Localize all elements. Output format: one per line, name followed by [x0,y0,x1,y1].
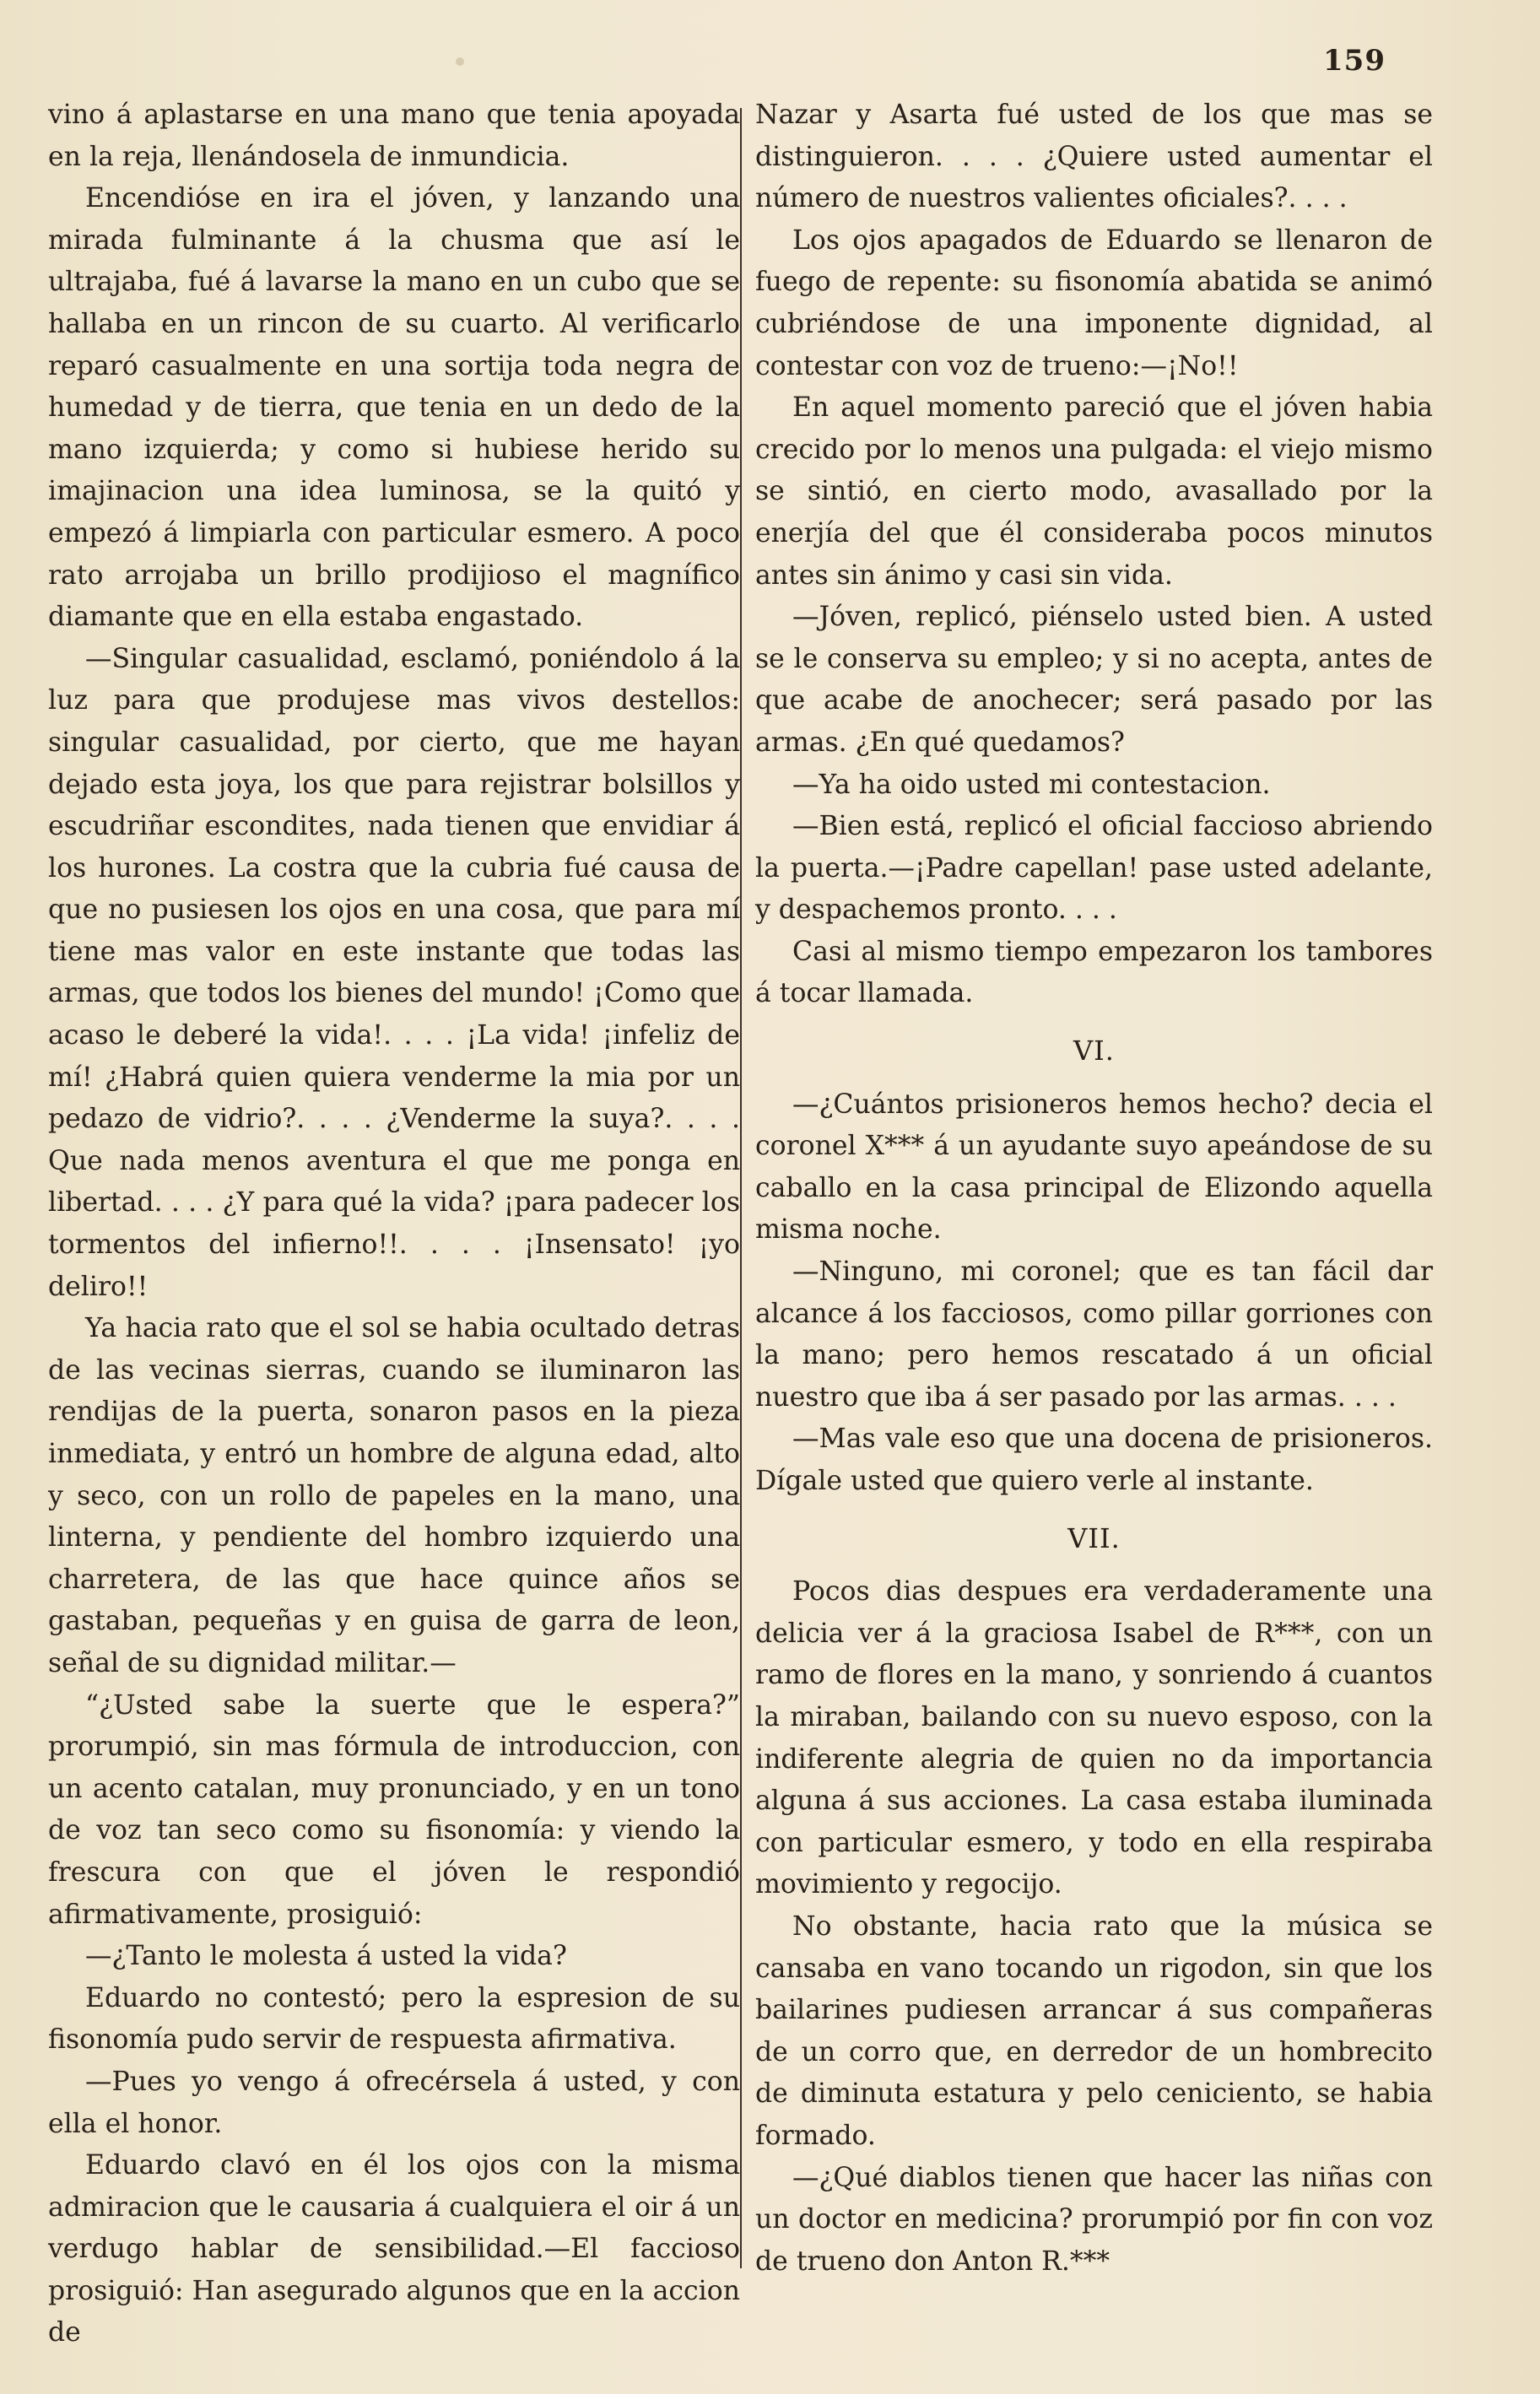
paragraph: Eduardo clavó en él los ojos con la misma admiracion que le causaria á cualquiera el oir á un verdugo hablar de sensibilidad.—El faccioso prosiguió: Han asegurado algunos que en la accion de [48,2150,740,2348]
paragraph: —Bien está, replicó el oficial faccioso abriendo la puerta.—¡Padre capellan! pase usted adelante, y despachemos pronto. . . . [755,811,1433,926]
paragraph: Pocos dias despues era verdaderamente una delicia ver á la graciosa Isabel de R***, con un ramo de flores en la mano, y sonriendo á cuantos la miraban, bailando con su nuevo esposo, con la indiferente alegria de quien no da importancia alguna á sus acciones. La casa estaba iluminada con particular esmero, y todo en ella respiraba movimiento y regocijo. [755,1576,1433,1900]
chapter-heading-vi: VI. [1073,1035,1115,1067]
paragraph: “¿Usted sabe la suerte que le espera?” prorumpió, sin mas fórmula de introduccion, con un acento catalan, muy pronunciado, y en un tono de voz tan seco como su fisonomía: y viendo la frescura con que el jóven le respondió afirmativamente, prosiguió: [48,1689,740,1930]
column-divider [740,108,742,2268]
paragraph: Eduardo no contestó; pero la espresion de su fisonomía pudo servir de respuesta afirmativa. [48,1982,740,2056]
paragraph: Nazar y Asarta fué usted de los que mas se distinguieron. . . . ¿Quiere usted aumentar el número de nuestros valientes oficiales?. . . . [755,100,1433,214]
paragraph: Los ojos apagados de Eduardo se llenaron de fuego de repente: su fisonomía abatida se animó cubriéndose de una imponente dignidad, al contestar con voz de trueno:—¡No!! [755,224,1433,381]
paragraph: —Ya ha oido usted mi contestacion. [792,769,1271,800]
paragraph: —¿Qué diablos tienen que hacer las niñas con un doctor en medicina? prorumpió por fin con voz de trueno don Anton R.*** [755,2162,1433,2277]
paragraph: No obstante, hacia rato que la música se cansaba en vano tocando un rigodon, sin que los bailarines pudiesen arrancar á sus compañeras de un corro que, en derredor de un hombrecito de diminuta estatura y pelo ceniciento, se habia formado. [755,1910,1433,2151]
paragraph: vino á aplastarse en una mano que tenia apoyada en la reja, llenándosela de inmundicia. [48,100,740,172]
paragraph: —Mas vale eso que una docena de prisioneros. Dígale usted que quiero verle al instante. [755,1424,1433,1496]
paper-speck [456,57,464,66]
paragraph: Ya hacia rato que el sol se habia ocultado detras de las vecinas sierras, cuando se iluminaron las rendijas de la puerta, sonaron pasos en la pieza inmediata, y entró un hombre de alguna edad, alto y seco, con un rollo de papeles en la mano, una linterna, y pendiente del hombro izquierdo una charretera, de las que hace quince años se gastaban, pequeñas y en guisa de garra de leon, señal de su dignidad militar.— [48,1313,740,1678]
paragraph: Casi al mismo tiempo empezaron los tambores á tocar llamada. [755,936,1433,1009]
left-column [48,95,740,2354]
paragraph: —Pues yo vengo á ofrecérsela á usted, y con ella el honor. [48,2066,740,2139]
chapter-heading-vii: VII. [1067,1521,1121,1554]
paragraph: —¿Tanto le molesta á usted la vida? [85,1941,567,1972]
paragraph: —Jóven, replicó, piénselo usted bien. A usted se le conserva su empleo; y si no acepta, antes de que acabe de anochecer; será pasado por las armas. ¿En qué quedamos? [755,602,1433,758]
paragraph: —Singular casualidad, esclamó, poniéndolo á la luz para que produjese mas vivos destellos: singular casualidad, por cierto, que me hayan dejado esta joya, los que para rejistrar bolsillos y escudriñar escondites, nada tienen que envidiar á los hurones. La costra que la cubria fué causa de que no pusiesen los ojos en una cosa, que para mí tiene mas valor en este instante que todas las armas, que todos los bienes del mundo! ¡Como que acaso le deberé la vida!. . . . ¡La vida! ¡infeliz de mí! ¿Habrá quien quiera venderme la mia por un pedazo de vidrio?. . . . ¿Venderme la suya?. . . . Que nada menos aventura el que me ponga en libertad. . . . ¿Y para qué la vida? ¡para padecer los tormentos del infierno!!. . . . ¡Insensato! ¡yo deliro!! [48,643,740,1302]
page-number: 159 [1323,44,1386,78]
paragraph: —¿Cuántos prisioneros hemos hecho? decia el coronel X*** á un ayudante suyo apeándose de su caballo en la casa principal de Elizondo aquella misma noche. [755,1089,1433,1246]
paragraph: En aquel momento pareció que el jóven habia crecido por lo menos una pulgada: el viejo mismo se sintió, en cierto modo, avasallado por la enerjía del que él consideraba pocos minutos antes sin ánimo y casi sin vida. [755,392,1433,591]
paragraph: Encendióse en ira el jóven, y lanzando una mirada fulminante á la chusma que así le ultrajaba, fué á lavarse la mano en un cubo que se hallaba en un rincon de su cuarto. Al verificarlo reparó casualmente en una sortija toda negra de humedad y de tierra, que tenia en un dedo de la mano izquierda; y como si hubiese herido su imajinacion una idea luminosa, se la quitó y empezó á limpiarla con particular esmero. A poco rato arrojaba un brillo prodijioso el magnífico diamante que en ella estaba engastado. [48,183,740,633]
right-column [755,95,1433,2283]
paragraph: —Ninguno, mi coronel; que es tan fácil dar alcance á los facciosos, como pillar gorriones con la mano; pero hemos rescatado á un oficial nuestro que iba á ser pasado por las armas. . . . [755,1256,1433,1413]
